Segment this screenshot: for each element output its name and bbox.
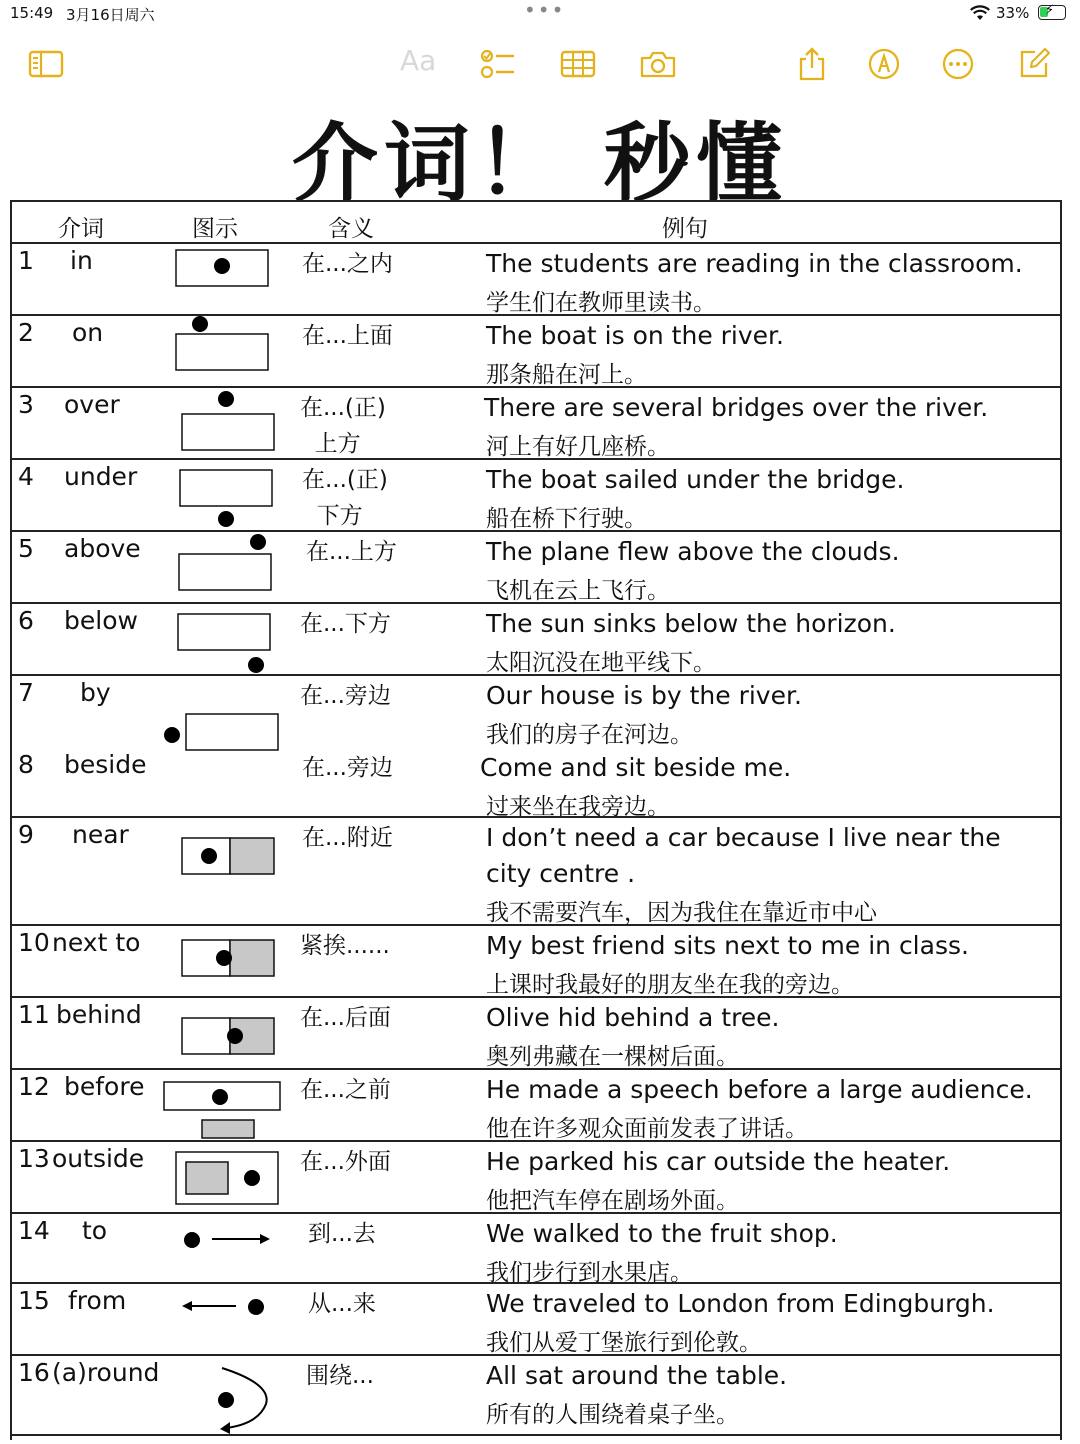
on-diagram-icon	[162, 316, 302, 388]
example-chinese: 过来坐在我旁边。	[486, 794, 670, 820]
preposition-word: next to	[52, 928, 141, 957]
example-chinese: 他把汽车停在剧场外面。	[486, 1188, 739, 1214]
table-row	[12, 242, 1060, 316]
table-row	[12, 1434, 1060, 1444]
example-chinese: 奥列弗藏在一棵树后面。	[486, 1044, 739, 1070]
around-diagram-icon	[162, 1356, 302, 1442]
example-chinese: 我不需要汽车，因为我住在靠近市中心	[486, 900, 877, 926]
table-row	[12, 1212, 1060, 1284]
notes-toolbar	[0, 36, 1080, 86]
row-number: 14	[18, 1216, 50, 1245]
row-number: 15	[18, 1286, 50, 1315]
example-chinese: 所有的人围绕着桌子坐。	[486, 1402, 739, 1428]
example-english: All sat around the table.	[486, 1361, 788, 1390]
example-chinese: 船在桥下行驶。	[486, 506, 647, 532]
preposition-table[interactable]	[10, 200, 1062, 1440]
meaning: 围绕...	[306, 1363, 374, 1389]
row-number: 6	[18, 606, 34, 635]
row-number: 1	[18, 246, 34, 275]
table-row	[12, 1140, 1060, 1214]
preposition-word: on	[72, 318, 104, 347]
table-row	[12, 602, 1060, 676]
table-row	[12, 924, 1060, 998]
sidebar-icon[interactable]	[26, 44, 66, 84]
battery-percent: 33%	[996, 4, 1030, 22]
row-number: 12	[18, 1072, 50, 1101]
header-diagram: 图示	[192, 216, 238, 242]
table-row	[12, 996, 1060, 1070]
battery-icon: ⚡	[1038, 5, 1066, 20]
example-chinese: 上课时我最好的朋友坐在我的旁边。	[486, 972, 854, 998]
preposition-word: above	[64, 534, 141, 563]
preposition-word: to	[82, 1216, 108, 1245]
table-icon[interactable]	[558, 44, 598, 84]
example-english: The boat is on the river.	[486, 321, 784, 350]
preposition-word: from	[68, 1286, 127, 1315]
checklist-icon[interactable]	[478, 44, 518, 84]
status-time: 15:49	[10, 4, 54, 22]
example-english: Come and sit beside me.	[480, 753, 792, 782]
example-english: The plane flew above the clouds.	[486, 537, 900, 566]
meaning: 在...下方	[300, 611, 391, 637]
meaning: 在...之内	[302, 251, 393, 277]
example-english: The students are reading in the classroom.	[486, 249, 1023, 278]
row-number: 10	[18, 928, 50, 957]
preposition-word: behind	[56, 1000, 142, 1029]
compose-icon[interactable]	[1014, 44, 1054, 84]
row-number: 2	[18, 318, 34, 347]
row-number: 16	[18, 1358, 50, 1387]
meaning: 在...之前	[300, 1077, 391, 1103]
example-english: The boat sailed under the bridge.	[486, 465, 905, 494]
example-english: He parked his car outside the heater.	[486, 1147, 951, 1176]
meaning: 在...附近	[302, 825, 393, 851]
example-chinese: 我们步行到水果店。	[486, 1260, 693, 1286]
preposition-word: (a)round	[52, 1358, 160, 1387]
row-number: 8	[18, 750, 34, 779]
preposition-word: below	[64, 606, 138, 635]
example-chinese: 太阳沉没在地平线下。	[486, 650, 716, 676]
near-diagram-icon	[162, 818, 302, 926]
below-diagram-icon	[162, 604, 302, 676]
preposition-word: before	[64, 1072, 145, 1101]
share-icon[interactable]	[792, 44, 832, 84]
in-diagram-icon	[162, 244, 302, 316]
table-row	[12, 1068, 1060, 1142]
meaning: 在...旁边	[300, 683, 391, 709]
row-number: 13	[18, 1144, 50, 1173]
example-english: We walked to the fruit shop.	[486, 1219, 838, 1248]
table-row	[12, 1282, 1060, 1356]
preposition-word: by	[80, 678, 111, 707]
example-english: There are several bridges over the river.	[484, 393, 989, 422]
meaning: 紧挨......	[300, 933, 390, 959]
from-diagram-icon	[162, 1284, 302, 1356]
table-row	[12, 1354, 1060, 1442]
meaning: 在...上方	[306, 539, 397, 565]
status-date: 3月16日周六	[66, 6, 155, 24]
over-diagram-icon	[162, 388, 302, 460]
preposition-word: in	[70, 246, 93, 275]
more-icon[interactable]	[938, 44, 978, 84]
row-number: 4	[18, 462, 34, 491]
behind-diagram-icon	[162, 998, 302, 1070]
table-row	[12, 816, 1060, 926]
table-row	[12, 458, 1060, 532]
example-english: Our house is by the river.	[486, 681, 802, 710]
note-title[interactable]: 介词！ 秒懂	[292, 114, 788, 214]
status-bar	[0, 0, 1080, 30]
example-english: He made a speech before a large audience.	[486, 1075, 1033, 1104]
to-diagram-icon	[162, 1214, 302, 1284]
preposition-word: near	[72, 820, 129, 849]
table-row	[12, 314, 1060, 388]
preposition-word: under	[64, 462, 138, 491]
row-number: 3	[18, 390, 34, 419]
meaning: 在...外面	[300, 1149, 391, 1175]
preposition-word: outside	[52, 1144, 145, 1173]
row-number: 7	[18, 678, 34, 707]
meaning: 在...旁边	[302, 755, 393, 781]
before-diagram-icon	[160, 1070, 290, 1142]
example-english: The sun sinks below the horizon.	[486, 609, 896, 638]
example-english: I don’t need a car because I live near the city centre .	[486, 823, 1001, 888]
table-row	[12, 674, 1060, 818]
above-diagram-icon	[162, 532, 302, 604]
under-diagram-icon	[162, 460, 302, 532]
row-number: 9	[18, 820, 34, 849]
example-chinese: 他在许多观众面前发表了讲话。	[486, 1116, 808, 1142]
table-row	[12, 530, 1060, 604]
table-row	[12, 386, 1060, 460]
example-chinese: 我们从爱丁堡旅行到伦敦。	[486, 1330, 762, 1356]
example-chinese: 我们的房子在河边。	[486, 722, 693, 748]
header-example: 例句	[662, 216, 708, 242]
meaning: 在...(正) 上方	[300, 395, 386, 457]
example-chinese: 那条船在河上。	[486, 362, 647, 388]
meaning: 在...(正) 下方	[302, 467, 388, 529]
by-beside-diagram-icon	[162, 676, 302, 818]
wifi-icon	[970, 5, 990, 21]
example-chinese: 飞机在云上飞行。	[486, 578, 670, 604]
example-english: My best friend sits next to me in class.	[486, 931, 969, 960]
outside-diagram-icon	[162, 1142, 302, 1214]
header-preposition: 介词	[58, 216, 104, 242]
meaning: 从...来	[308, 1291, 376, 1317]
header-meaning: 含义	[328, 216, 374, 242]
preposition-word: over	[64, 390, 120, 419]
meaning: 到...去	[308, 1221, 376, 1247]
multitask-dots[interactable]: •••	[524, 0, 566, 22]
example-chinese: 学生们在教师里读书。	[486, 290, 716, 316]
next-to-diagram-icon	[162, 926, 302, 998]
font-format-button[interactable]: Aa	[400, 44, 437, 77]
preposition-word: beside	[64, 750, 147, 779]
markup-icon[interactable]	[864, 44, 904, 84]
row-number: 11	[18, 1000, 50, 1029]
example-english: We traveled to London from Edingburgh.	[486, 1289, 995, 1318]
example-english: Olive hid behind a tree.	[486, 1003, 780, 1032]
meaning: 在...上面	[302, 323, 393, 349]
camera-icon[interactable]	[638, 44, 678, 84]
row-number: 5	[18, 534, 34, 563]
example-chinese: 河上有好几座桥。	[486, 434, 670, 460]
meaning: 在...后面	[300, 1005, 391, 1031]
